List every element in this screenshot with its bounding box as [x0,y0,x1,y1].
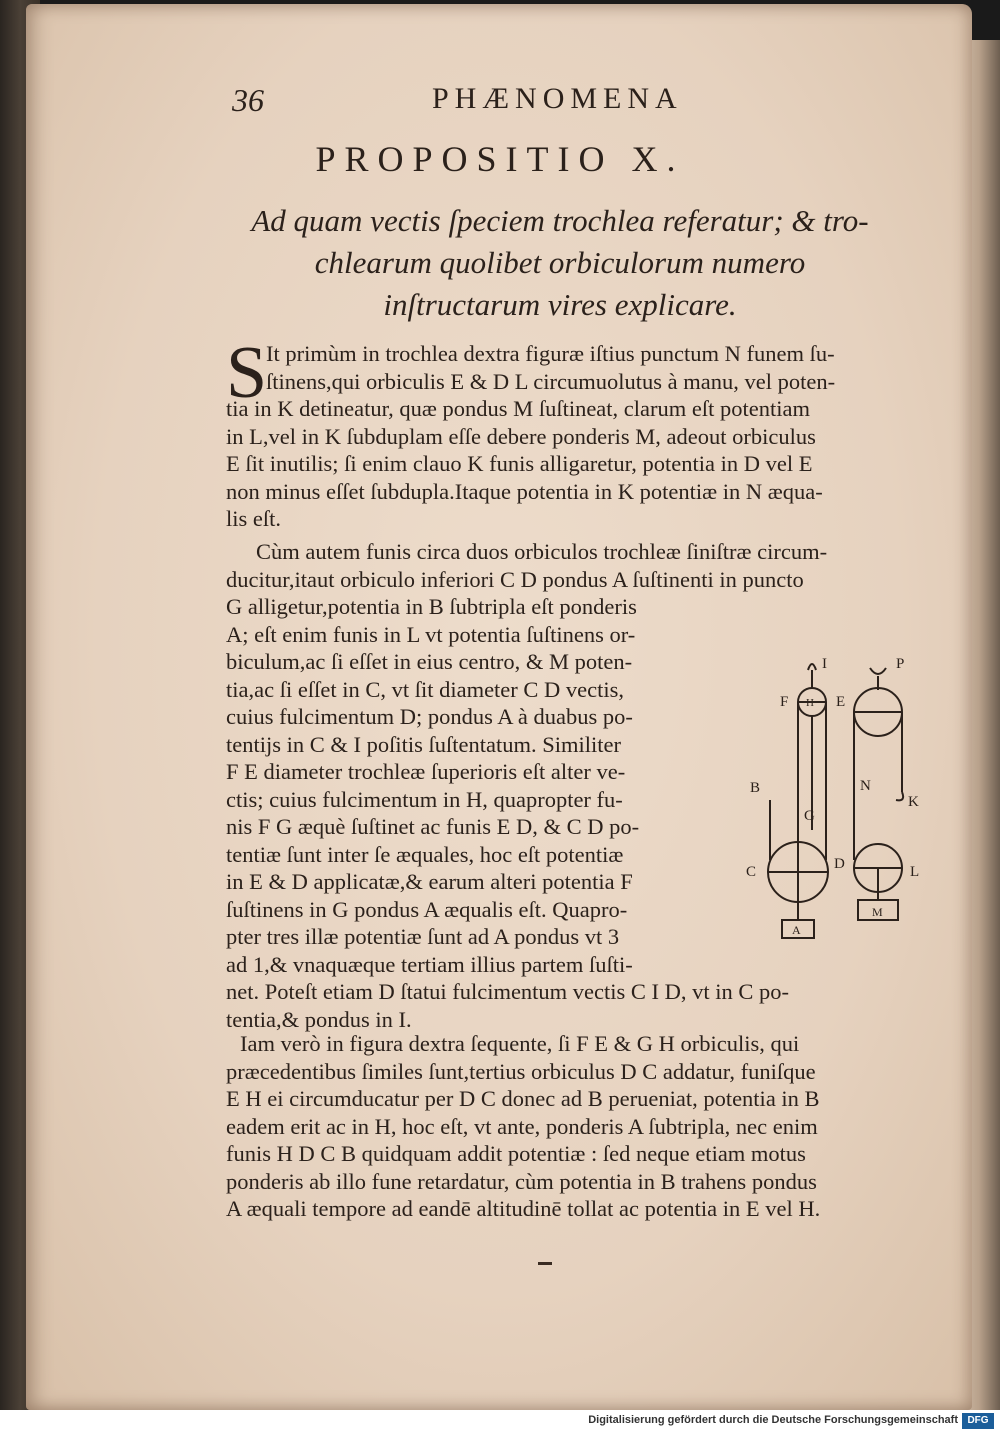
page-header [232,82,752,122]
text-line: præcedentibus ſimiles ſunt,tertius orbiculus D C addatur, funiſque [226,1058,816,1084]
text-line: ſuſtinens in G pondus A æqualis eſt. Quapro- [226,896,628,922]
text-line: A æquali tempore ad eandē altitudinē tollat ac potentia in E vel H. [226,1196,821,1221]
text-line: non minus eſſet ſubdupla.Itaque potentia in K potentiæ in N æqua- [226,478,823,504]
title-line: inſtructarum vires explicare. [383,287,737,322]
text-line: lis eſt. [226,506,281,531]
text-line: in E & D applicatæ,& earum alteri potentia F [226,869,633,894]
label-L: L [910,864,920,880]
pulley-diagram [740,650,940,950]
text-line: eadem erit ac in H, hoc eſt, vt ante, ponderis A ſubtripla, nec enim [226,1113,818,1139]
text-line: It primùm in trochlea dextra figuræ iſtius punctum N funem ſu- [266,341,835,366]
text-line: ſtinens,qui orbiculis E & D L circumuolutus à manu, vel poten- [266,368,836,394]
text-line: tentiæ ſunt inter ſe æquales, hoc eſt potentiæ [226,841,624,867]
text-line: tia,ac ſi eſſet in C, vt ſit diameter C D vectis, [226,676,625,702]
label-I: I [822,656,827,672]
label-A: A [792,923,801,937]
text-line: tentijs in C & I poſitis ſuſtentatum. Similiter [226,731,621,757]
text-line: ad 1,& vnaquæque tertiam illius partem ſuſti- [226,951,633,977]
label-M: M [872,905,883,919]
label-N: N [860,778,871,794]
label-K: K [908,794,919,810]
text-line: Cùm autem funis circa duos orbiculos trochleæ ſiniſtræ circum- [256,539,828,564]
label-E: E [836,694,846,710]
proposition-title [160,200,960,326]
text-line: funis H D C B quidquam addit potentiæ : ſed neque etiam motus [226,1141,806,1166]
text-line: ducitur,itaut orbiculo inferiori C D pondus A ſuſtinenti in puncto [226,566,804,592]
paragraph-3 [226,1030,956,1223]
text-line: F E diameter trochleæ ſuperioris eſt alter ve- [226,759,626,784]
text-line: ponderis ab illo fune retardatur, cùm potentia in B trahens pondus [226,1168,817,1194]
title-line: Ad quam vectis ſpeciem trochlea referatur; & tro- [251,203,869,238]
proposition-heading: PROPOSITIO X. [315,139,685,179]
paragraph-1 [226,340,956,533]
text-line: ctis; cuius fulcimentum in H, quapropter fu- [226,786,623,812]
label-C: C [746,864,757,880]
dfg-logo: DFG [962,1413,994,1429]
label-F: F [780,694,789,710]
running-title: PHÆNOMENA [432,82,683,115]
text-line: Iam verò in figura dextra ſequente, ſi F E & G H orbiculis, qui [240,1031,800,1056]
label-H: H [806,697,814,709]
title-line: chlearum quolibet orbiculorum numero [314,245,806,280]
text-line: cuius fulcimentum D; pondus A à duabus po- [226,704,633,729]
footer-bar [0,1410,1000,1434]
text-line: E ſit inutilis; ſi enim clauo K funis alligaretur, potentia in D vel E [226,451,813,476]
text-line: A; eſt enim funis in L vt potentia ſuſtinens or- [226,621,636,647]
text-line: G alligetur,potentia in B ſubtripla eſt ponderis [226,594,637,619]
hook-right [870,668,886,674]
page-mark [538,1262,552,1265]
text-line: pter tres illæ potentiæ ſunt ad A pondus vt 3 [226,924,620,949]
drop-capital: S [226,332,268,414]
label-G: G [804,808,815,824]
text-line: E H ei circumducatur per D C donec ad B perueniat, potentia in B [226,1086,820,1111]
text-line: tia in K detineatur, quæ pondus M ſuſtineat, clarum eſt potentiam [226,396,810,421]
funding-notice: Digitalisierung gefördert durch die Deutsche Forschungsgemeinschaft [588,1414,958,1426]
text-line: nis F G æquè ſuſtinet ac funis E D, & C D po- [226,814,640,839]
hook-left [808,664,816,670]
text-line: in L,vel in K ſubduplam eſſe debere ponderis M, adeout orbiculus [226,423,816,449]
label-P: P [896,656,905,672]
text-line: tentia,& pondus in I. [226,1006,412,1032]
label-D: D [834,856,845,872]
label-B: B [750,780,761,796]
folio-number: 36 [232,82,264,118]
text-line: biculum,ac ſi eſſet in eius centro, & M poten- [226,649,633,674]
text-line: net. Poteſt etiam D ſtatui fulcimentum vectis C I D, vt in C po- [226,979,790,1004]
